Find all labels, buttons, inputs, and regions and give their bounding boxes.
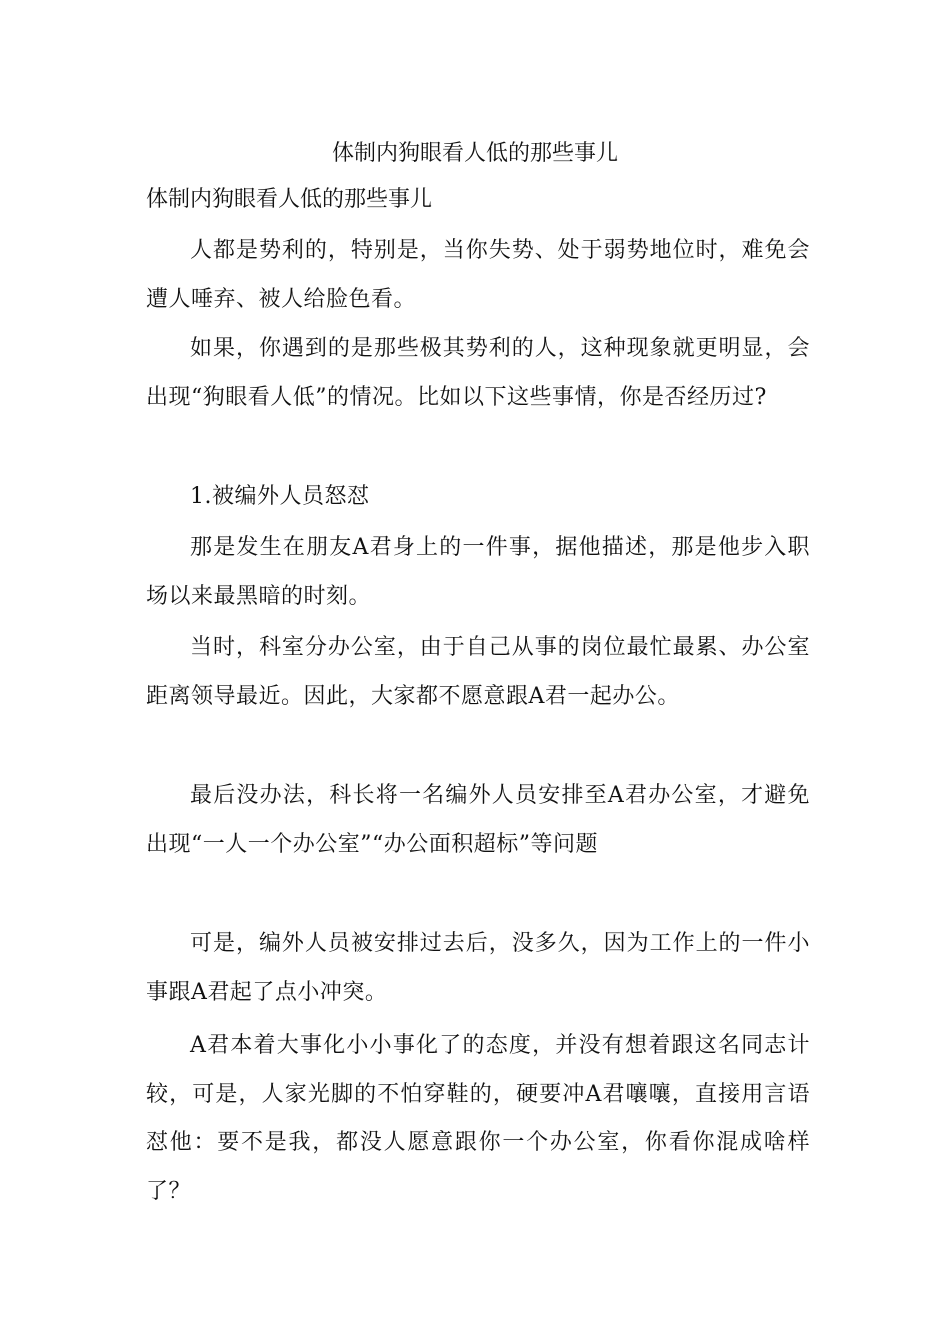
- paragraph: 如果，你遇到的是那些极其势利的人，这种现象就更明显，会出现“狗眼看人低”的情况。比如以下这些事情，你是否经历过?: [146, 336, 810, 410]
- paragraph: A君本着大事化小小事化了的态度，并没有想着跟这名同志计较，可是，人家光脚的不怕穿鞋的，硬要冲A君嚷嚷，直接用言语怼他：要不是我，都没人愿意跟你一个办公室，你看你混成啥样了？: [146, 1033, 810, 1204]
- paragraph: 人都是势利的，特别是，当你失势、处于弱势地位时，难免会遭人唾弃、被人给脸色看。: [146, 238, 810, 312]
- paragraph: 当时，科室分办公室，由于自己从事的岗位最忙最累、办公室距离领导最近。因此，大家都不愿意跟A君一起办公。: [146, 635, 810, 709]
- section-heading: 1.被编外人员怒怼: [190, 484, 370, 509]
- paragraph: 那是发生在朋友A君身上的一件事，据他描述，那是他步入职场以来最黑暗的时刻。: [146, 535, 810, 609]
- paragraph: 可是，编外人员被安排过去后，没多久，因为工作上的一件小事跟A君起了点小冲突。: [146, 931, 810, 1005]
- paragraph: 最后没办法，科长将一名编外人员安排至A君办公室，才避免出现“一人一个办公室”“办公面积超标”等问题: [146, 783, 810, 857]
- article-heading: 体制内狗眼看人低的那些事儿: [146, 187, 433, 212]
- page-title: 体制内狗眼看人低的那些事儿: [331, 141, 618, 166]
